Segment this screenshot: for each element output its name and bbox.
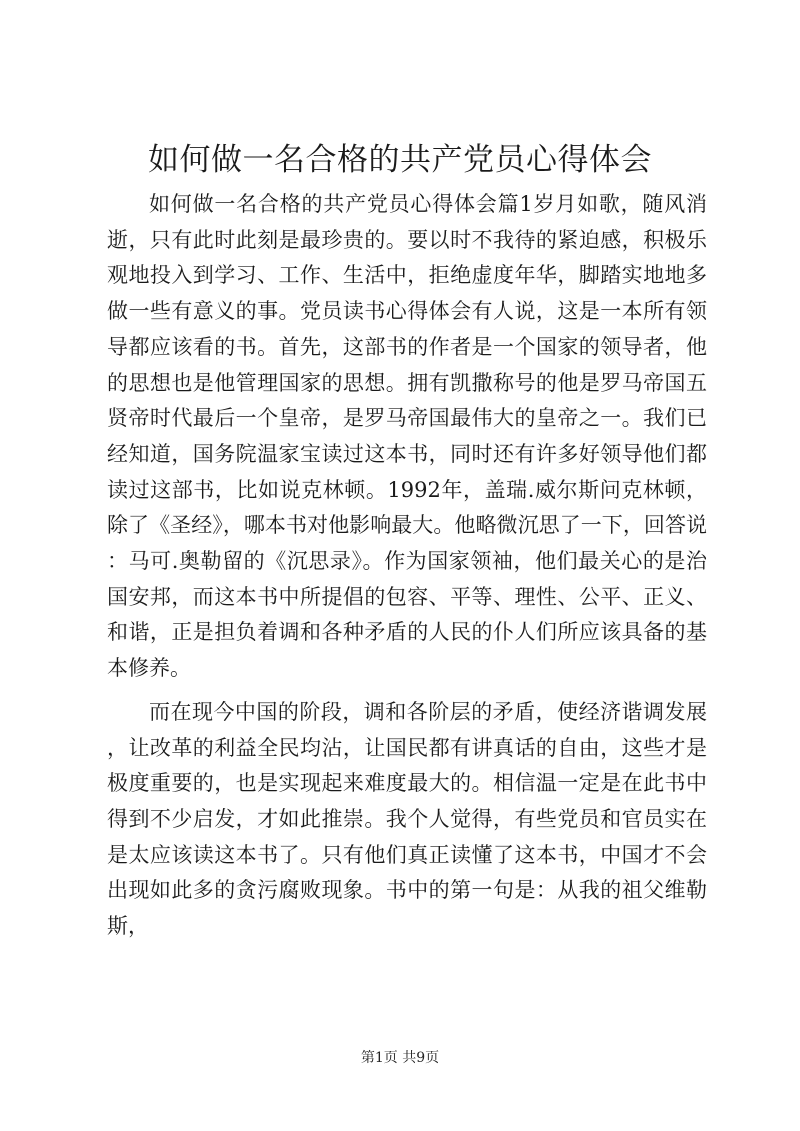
page-number-footer: 第1页 共9页 [360, 1050, 440, 1066]
document-body [107, 187, 707, 953]
paragraph-2: 而在现今中国的阶段，调和各阶层的矛盾，使经济谐调发展，让改革的利益全民均沾，让国民都有讲真话的自由，这些才是极度重要的，也是实现起来难度最大的。相信温一定是在此书中得到不少启发，才如此推崇。我个人觉得，有些党员和官员实在是太应该读这本书了。只有他们真正读懂了这本书，中国才不会出现如此多的贪污腐败现象。书中的第一句是：从我的祖父维勒斯， [107, 699, 707, 939]
paragraph-1: 如何做一名合格的共产党员心得体会篇1岁月如歌，随风消逝，只有此时此刻是最珍贵的。要以时不我待的紧迫感，积极乐观地投入到学习、工作、生活中，拒绝虚度年华，脚踏实地地多做一些有意义的事。党员读书心得体会有人说，这是一本所有领导都应该看的书。首先，这部书的作者是一个国家的领导者，他的思想也是他管理国家的思想。拥有凯撒称号的他是罗马帝国五贤帝时代最后一个皇帝，是罗马帝国最伟大的皇帝之一。我们已经知道，国务院温家宝读过这本书，同时还有许多好领导他们都读过这部书，比如说克林顿。1992年，盖瑞.威尔斯问克林顿，除了《圣经》，哪本书对他影响最大。他略微沉思了一下，回答说：马可.奥勒留的《沉思录》。作为国家领袖，他们最关心的是治国安邦，而这本书中所提倡的包容、平等、理性、公平、正义、和谐，正是担负着调和各种矛盾的人民的仆人们所应该具备的基本修养。 [107, 192, 707, 681]
document-title: 如何做一名合格的共产党员心得体会 [148, 142, 652, 178]
